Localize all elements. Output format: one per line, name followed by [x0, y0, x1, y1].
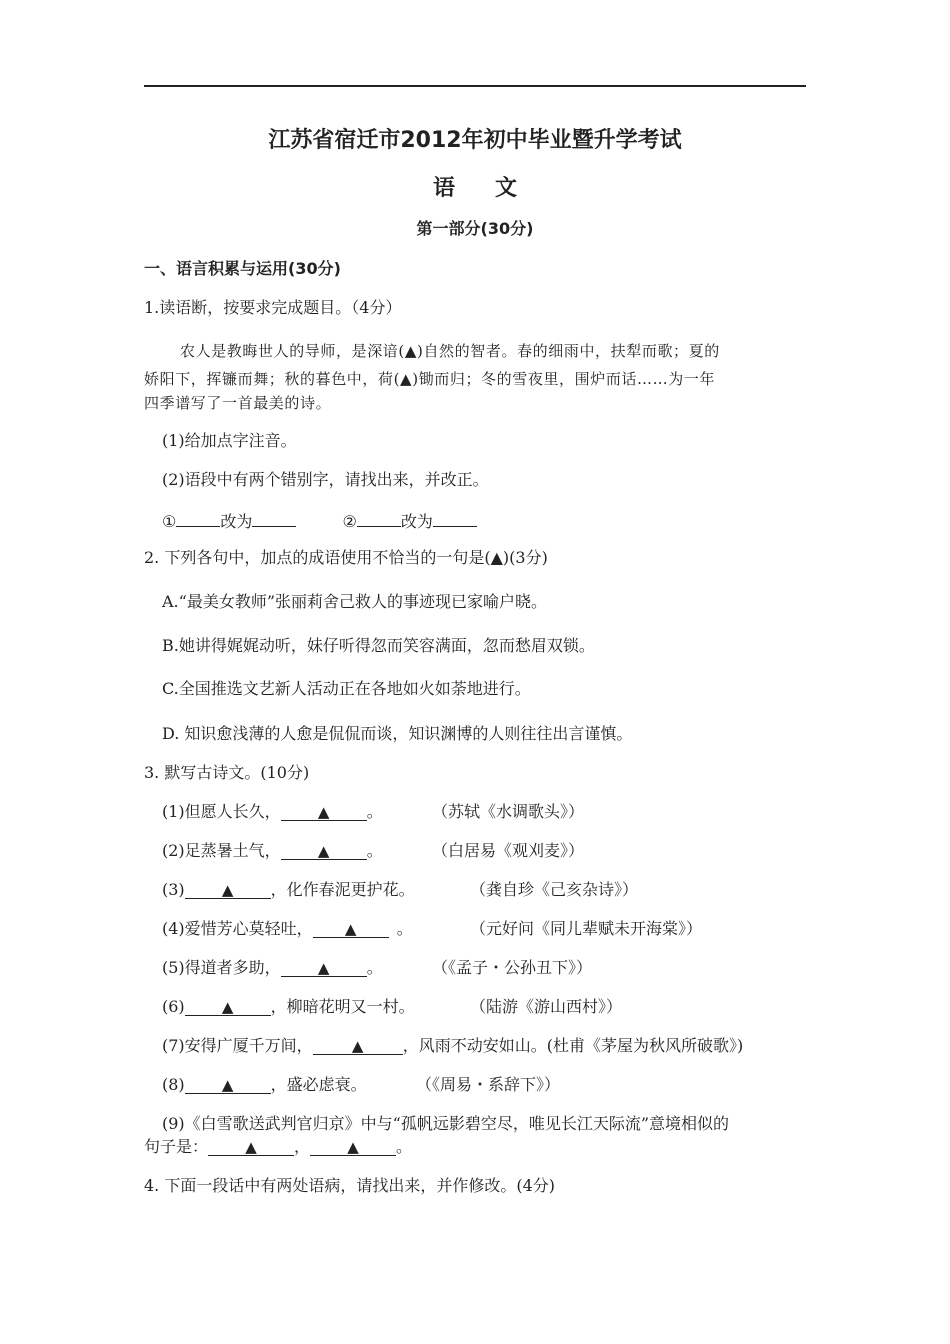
- triangle-icon: ▲: [317, 803, 330, 821]
- item-post: 。: [396, 919, 413, 938]
- item-source: （《周易・系辞下》）: [416, 1075, 561, 1094]
- answer-blank[interactable]: [208, 1138, 294, 1156]
- fix1-mid: 改为: [220, 512, 253, 531]
- item-post: 。: [366, 841, 383, 860]
- answer-blank[interactable]: [310, 1138, 396, 1156]
- answer-blank[interactable]: [281, 959, 367, 977]
- item-post: ，柳暗花明又一村。: [270, 997, 415, 1016]
- item-num: (3): [162, 880, 185, 899]
- item-source: （元好问《同儿辈赋未开海棠》）: [470, 919, 703, 938]
- q2-option-d: D. 知识愈浅薄的人愈是侃侃而谈，知识渊博的人则往往出言谨慎。: [162, 724, 633, 743]
- item-pre: 得道者多助，: [184, 958, 281, 977]
- section-heading: 一、语言积累与运用(30分): [144, 259, 341, 278]
- item-pre: 但愿人长久，: [184, 802, 281, 821]
- q1-passage-line: 娇阳下，挥镰而舞；秋的暮色中，荷(▲)锄而归；冬的雪夜里，围炉而话……为一年: [144, 370, 716, 388]
- item-num: (8): [162, 1075, 185, 1094]
- q3-item: [162, 841, 383, 861]
- answer-blank[interactable]: [185, 881, 271, 899]
- q3-item: [162, 802, 383, 822]
- q2-option-b: B.她讲得娓娓动听，妹仔听得忽而笑容满面，忽而愁眉双锁。: [162, 636, 595, 655]
- q1-fix-row: [162, 509, 477, 532]
- q3-item: [162, 919, 413, 939]
- item-source: （白居易《观刈麦》）: [432, 841, 585, 860]
- fix1-num: ①: [162, 512, 177, 531]
- item-pre: 安得广厦千万间，: [184, 1036, 313, 1055]
- q3-item9-line2: [144, 1137, 412, 1157]
- triangle-icon: ▲: [317, 959, 330, 977]
- fix2-num: ②: [342, 512, 357, 531]
- q3-item: [162, 958, 383, 978]
- q3-item: [162, 1075, 367, 1095]
- q3-stem: 3. 默写古诗文。(10分): [144, 763, 310, 782]
- item9-post: 。: [396, 1137, 413, 1156]
- part-heading: 第一部分(30分): [416, 219, 534, 238]
- triangle-icon: ▲: [351, 1037, 364, 1055]
- item-source: （苏轼《水调歌头》）: [432, 802, 585, 821]
- header-rule: [144, 85, 806, 87]
- q2-option-a: A.“最美女教师”张丽莉舍己救人的事迹现已家喻户晓。: [162, 592, 548, 611]
- triangle-icon: ▲: [221, 881, 234, 899]
- item-post: 。: [366, 802, 383, 821]
- subject-title: 语文: [432, 176, 557, 201]
- answer-blank[interactable]: [281, 803, 367, 821]
- item-num: (1): [162, 802, 185, 821]
- q1-passage-line: 农人是教晦世人的导师，是深谙(▲)自然的智者。春的细雨中，扶犁而歌；夏的: [180, 342, 720, 360]
- item-post: ，盛必虑衰。: [270, 1075, 367, 1094]
- q3-item9-line1: (9)《白雪歌送武判官归京》中与“孤帆远影碧空尽，唯见长江天际流”意境相似的: [162, 1114, 730, 1133]
- item-pre: 爱惜芳心莫轻吐，: [184, 919, 313, 938]
- q3-item: [162, 997, 415, 1017]
- item-num: (7): [162, 1036, 185, 1055]
- q3-item: [162, 880, 415, 900]
- item-post: 。: [366, 958, 383, 977]
- q4-stem: 4. 下面一段话中有两处语病，请找出来，并作修改。(4分): [144, 1176, 556, 1195]
- q1-sub1: (1)给加点字注音。: [162, 431, 297, 450]
- q1-stem: 1.读语断，按要求完成题目。（4分）: [144, 298, 402, 317]
- item-num: (5): [162, 958, 185, 977]
- fix2-wrong-blank[interactable]: [357, 509, 401, 527]
- triangle-icon: ▲: [344, 920, 357, 938]
- item-num: (6): [162, 997, 185, 1016]
- triangle-icon: ▲: [221, 1076, 234, 1094]
- item-source: (杜甫《茅屋为秋风所破歌》): [546, 1036, 744, 1055]
- q1-passage-line: 四季谱写了一首最美的诗。: [144, 394, 332, 412]
- item-pre: 足蒸暑土气，: [184, 841, 281, 860]
- item9-pre: 句子是：: [144, 1137, 209, 1156]
- item-num: (2): [162, 841, 185, 860]
- item-source: （陆游《游山西村》）: [470, 997, 623, 1016]
- triangle-icon: ▲: [347, 1138, 359, 1156]
- fix2-mid: 改为: [400, 512, 433, 531]
- q1-sub2: (2)语段中有两个错别字，请找出来，并改正。: [162, 470, 489, 489]
- triangle-icon: ▲: [317, 842, 330, 860]
- triangle-icon: ▲: [221, 998, 234, 1016]
- answer-blank[interactable]: [313, 920, 389, 938]
- answer-blank[interactable]: [185, 998, 271, 1016]
- item-post: ，风雨不动安如山。: [402, 1036, 547, 1055]
- item9-mid: ，: [294, 1137, 311, 1156]
- q2-stem: 2. 下列各句中，加点的成语使用不恰当的一句是(▲)(3分): [144, 548, 548, 567]
- item-post: ，化作春泥更护花。: [270, 880, 415, 899]
- q3-item: [162, 1036, 743, 1056]
- fix2-correct-blank[interactable]: [433, 509, 477, 527]
- q2-option-c: C.全国推选文艺新人活动正在各地如火如荼地进行。: [162, 679, 531, 698]
- item-source: （龚自珍《己亥杂诗》）: [470, 880, 639, 899]
- answer-blank[interactable]: [313, 1037, 403, 1055]
- item-num: (4): [162, 919, 185, 938]
- item-source: （《孟子・公孙丑下》）: [432, 958, 593, 977]
- answer-blank[interactable]: [281, 842, 367, 860]
- exam-title: 江苏省宿迁市2012年初中毕业暨升学考试: [268, 128, 682, 153]
- triangle-icon: ▲: [245, 1138, 257, 1156]
- fix1-wrong-blank[interactable]: [176, 509, 220, 527]
- fix1-correct-blank[interactable]: [252, 509, 296, 527]
- answer-blank[interactable]: [185, 1076, 271, 1094]
